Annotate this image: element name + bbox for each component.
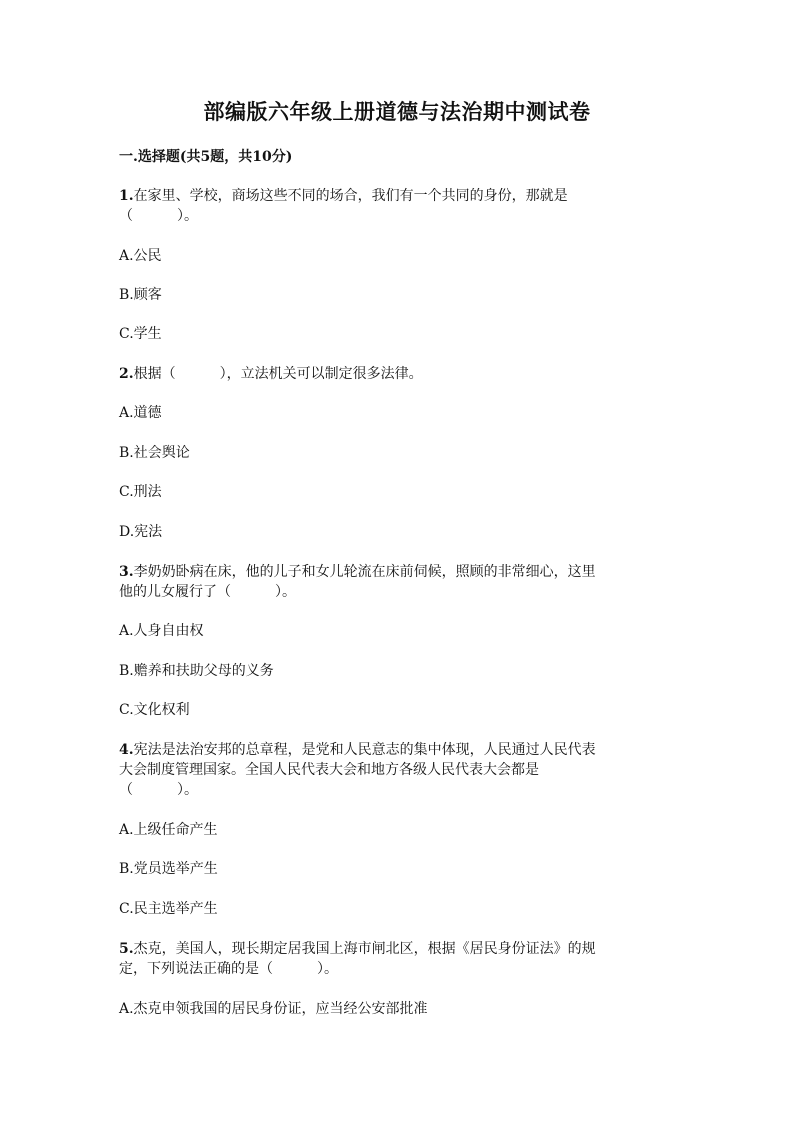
question-number: 1.: [119, 188, 134, 204]
blank-open: （: [119, 208, 133, 224]
question-text: 杰克，美国人，现长期定居我国上海市闸北区，根据《居民身份证法》的规: [133, 941, 596, 957]
question-line: [119, 186, 679, 206]
question-line: [119, 939, 679, 959]
option: C.刑法: [119, 484, 162, 500]
option: B.社会舆论: [119, 445, 190, 461]
question-text: 李奶奶卧病在床，他的儿子和女儿轮流在床前伺候，照顾的非常细心，这里: [133, 564, 596, 580]
question-text: ）。: [317, 961, 338, 977]
option: C.文化权利: [119, 702, 190, 718]
question-line: [119, 206, 679, 226]
question-text: 他的儿女履行了（: [119, 584, 231, 600]
option: A.上级任命产生: [119, 822, 218, 838]
option: B.赡养和扶助父母的义务: [119, 663, 274, 679]
question-line: 大会制度管理国家。全国人民代表大会和地方各级人民代表大会都是: [119, 762, 539, 778]
question-4: [119, 740, 679, 800]
option: D.宪法: [119, 524, 163, 540]
option: B.顾客: [119, 287, 162, 303]
question-number: 3.: [119, 564, 134, 580]
question-text: 根据（: [133, 366, 176, 382]
blank-open: （: [119, 782, 133, 798]
question-line: [119, 959, 679, 979]
blank-close: ）。: [177, 208, 198, 224]
option: A.公民: [119, 248, 162, 264]
question-text: ）。: [275, 584, 296, 600]
question-3: [119, 562, 679, 602]
question-text: 定，下列说法正确的是（: [119, 961, 273, 977]
section-heading: 一.选择题(共5题，共10分): [119, 149, 293, 165]
question-text: 在家里、学校，商场这些不同的场合，我们有一个共同的身份，那就是: [133, 188, 568, 204]
option: A.杰克申领我国的居民身份证，应当经公安部批准: [119, 1001, 428, 1017]
question-number: 2.: [119, 366, 134, 382]
question-number: 5.: [119, 941, 134, 957]
option: A.道德: [119, 405, 162, 421]
option: B.党员选举产生: [119, 861, 218, 877]
question-line: [119, 780, 679, 800]
option: C.民主选举产生: [119, 901, 218, 917]
question-line: [119, 562, 679, 582]
question-2: [119, 364, 679, 384]
question-text: ），立法机关可以制定很多法律。: [219, 366, 423, 382]
option: C.学生: [119, 326, 162, 342]
option: A.人身自由权: [119, 623, 204, 639]
question-text: 宪法是法治安邦的总章程，是党和人民意志的集中体现，人民通过人民代表: [133, 742, 596, 758]
question-number: 4.: [119, 742, 134, 758]
page-title: 部编版六年级上册道德与法治期中测试卷: [203, 99, 591, 124]
question-5: [119, 939, 679, 979]
question-1: [119, 186, 679, 226]
question-line: [119, 582, 679, 602]
blank-close: ）。: [177, 782, 198, 798]
question-line: [119, 740, 679, 760]
